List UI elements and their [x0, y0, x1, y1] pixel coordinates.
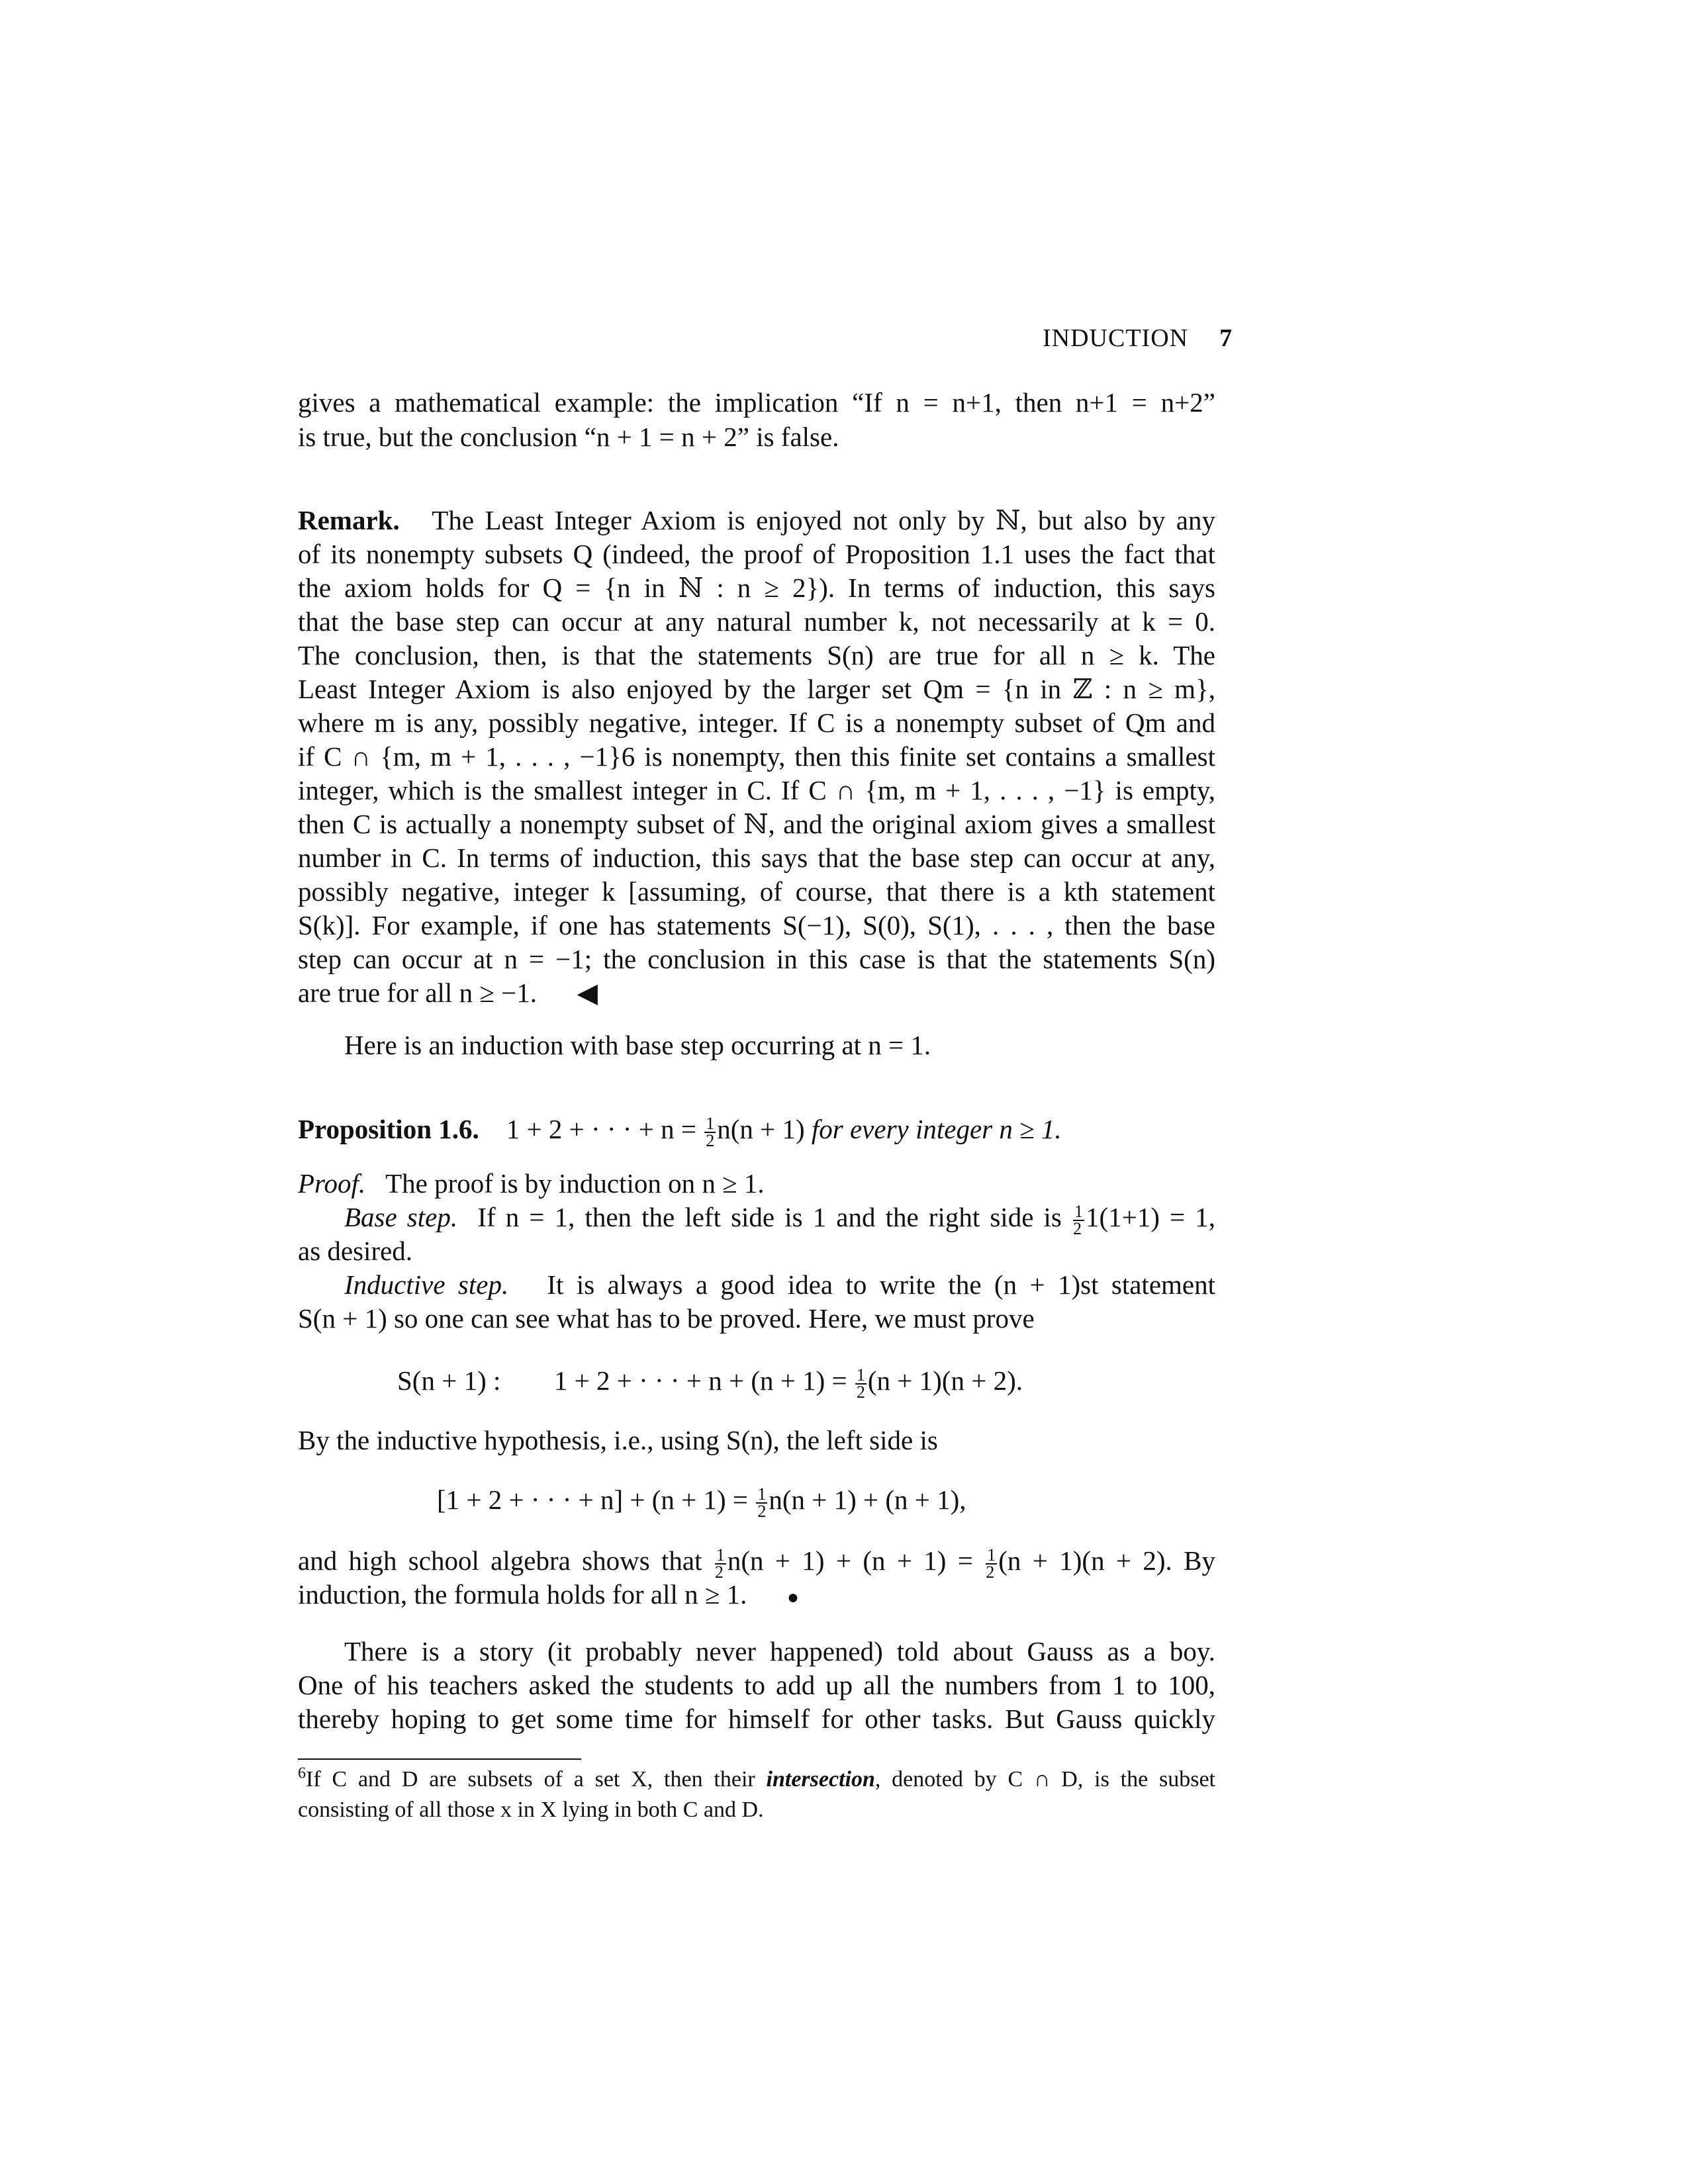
- remark-line-4: that the base step can occur at any natural number k, not necessarily at k = 0.: [298, 606, 1215, 637]
- half-fraction: $\frac{1}{2}$: [757, 1484, 767, 1521]
- hypothesis-line: By the inductive hypothesis, i.e., using S(n), the left side is: [298, 1425, 938, 1455]
- remark-line-5: The conclusion, then, is that the statements S(n) are true for all n ≥ k. The: [298, 640, 1215, 670]
- remark-line-1: [298, 503, 1215, 537]
- inductive-step-line-2: S(n + 1) so one can see what has to be proved. Here, we must prove: [298, 1303, 1035, 1334]
- equation-1-mid: 1 + 2 + · · · + n + (n + 1) =: [553, 1365, 854, 1396]
- proof-label: Proof.: [298, 1168, 366, 1199]
- remark-line-11: number in C. In terms of induction, this says that the base step can occur at any,: [298, 842, 1215, 873]
- equation-1: [397, 1363, 1023, 1400]
- remark-line-7: where m is any, possibly negative, integer. If C is a nonempty subset of Qm and: [298, 707, 1215, 738]
- remark-text-15: are true for all n ≥ −1.: [298, 978, 537, 1008]
- remark-line-9: integer, which is the smallest integer in C. If C ∩ {m, m + 1, . . . , −1} is empty,: [298, 775, 1215, 805]
- half-fraction: $\frac{1}{2}$: [986, 1545, 996, 1582]
- intro-line: Here is an induction with base step occurring at n = 1.: [344, 1030, 931, 1060]
- proposition-label: Proposition 1.6.: [298, 1114, 479, 1144]
- base-step-line: [344, 1200, 1215, 1237]
- running-title: INDUCTION: [1043, 324, 1189, 352]
- conclusion-line: [298, 1577, 799, 1615]
- qed-bullet-icon: ●: [786, 1586, 800, 1608]
- remark-label: Remark.: [298, 505, 400, 535]
- half-fraction: $\frac{1}{2}$: [706, 1113, 715, 1150]
- half-fraction: $\frac{1}{2}$: [714, 1545, 725, 1582]
- inductive-step-text: It is always a good idea to write the (n + 1)st statement: [547, 1269, 1215, 1300]
- proof-line-1: [298, 1166, 765, 1201]
- equation-2: [437, 1482, 966, 1520]
- page-number: 7: [1219, 324, 1233, 352]
- remark-text-1: The Least Integer Axiom is enjoyed not only by ℕ, but also by any: [432, 505, 1215, 535]
- proposition-rhs: n(n + 1): [717, 1114, 805, 1144]
- proposition-tail: for every integer n ≥ 1.: [804, 1114, 1062, 1144]
- remark-line-8: if C ∩ {m, m + 1, . . . , −1}6 is nonempty, then this finite set contains a smallest: [298, 741, 1215, 772]
- proposition-1-6: [298, 1112, 1062, 1149]
- proposition-lhs: 1 + 2 + · · · + n =: [506, 1114, 704, 1144]
- equation-1-rhs: (n + 1)(n + 2).: [867, 1365, 1023, 1396]
- remark-end-mark-icon: ◀: [577, 978, 598, 1008]
- remark-line-6: Least Integer Axiom is also enjoyed by the larger set Qm = {n in ℤ : n ≥ m},: [298, 674, 1215, 704]
- half-fraction: $\frac{1}{2}$: [1072, 1201, 1083, 1238]
- remark-line-14: step can occur at n = −1; the conclusion in this case is that the statements S(n): [298, 944, 1215, 974]
- footnote-text-a: If C and D are subsets of a set X, then their: [306, 1767, 767, 1792]
- inductive-step-label: Inductive step.: [344, 1269, 509, 1300]
- half-fraction: $\frac{1}{2}$: [856, 1365, 865, 1402]
- remark-line-12: possibly negative, integer k [assuming, of course, that there is a kth statement: [298, 876, 1215, 907]
- algebra-text-a: and high school algebra shows that: [298, 1545, 714, 1576]
- gauss-line-3: thereby hoping to get some time for himself for other tasks. But Gauss quickly: [298, 1704, 1215, 1734]
- footnote-text-b: , denoted by C ∩ D, is the subset: [874, 1767, 1215, 1792]
- remark-line-2: of its nonempty subsets Q (indeed, the proof of Proposition 1.1 uses the fact that: [298, 539, 1215, 569]
- base-step-label: Base step.: [344, 1202, 458, 1232]
- algebra-text-b: n(n + 1) + (n + 1) =: [727, 1545, 985, 1576]
- running-header: [1043, 321, 1233, 355]
- equation-2-lhs: [1 + 2 + · · · + n] + (n + 1) =: [437, 1484, 755, 1515]
- footnote-marker: 6: [298, 1764, 306, 1782]
- algebra-text-c: (n + 1)(n + 2). By: [998, 1545, 1215, 1576]
- footnote-term: intersection: [766, 1767, 875, 1792]
- paragraph-1-line-1: gives a mathematical example: the implication “If n = n+1, then n+1 = n+2”: [298, 387, 1215, 418]
- base-step-tail: 1(1+1) = 1,: [1085, 1202, 1215, 1232]
- remark-line-3: the axiom holds for Q = {n in ℕ : n ≥ 2}). In terms of induction, this says: [298, 572, 1215, 603]
- base-step-text: If n = 1, then the left side is 1 and the right side is: [477, 1202, 1072, 1232]
- proof-intro: The proof is by induction on n ≥ 1.: [385, 1168, 765, 1199]
- footnote-rule: [298, 1758, 581, 1760]
- paragraph-1-line-2: is true, but the conclusion “n + 1 = n + 2” is false.: [298, 422, 839, 452]
- equation-1-lhs: S(n + 1) :: [397, 1365, 501, 1396]
- remark-line-10: then C is actually a nonempty subset of ℕ, and the original axiom gives a smallest: [298, 809, 1215, 839]
- conclusion-text: induction, the formula holds for all n ≥ 1.: [298, 1579, 747, 1610]
- inductive-step-line: [344, 1267, 1215, 1302]
- footnote-line-1: [298, 1764, 1215, 1795]
- remark-line-13: S(k)]. For example, if one has statements S(−1), S(0), S(1), . . . , then the base: [298, 910, 1215, 940]
- algebra-line: [298, 1543, 1215, 1580]
- equation-2-rhs: n(n + 1) + (n + 1),: [769, 1484, 966, 1515]
- remark-line-15: [298, 976, 598, 1010]
- footnote-line-2: consisting of all those x in X lying in both C and D.: [298, 1797, 764, 1822]
- gauss-line-1: There is a story (it probably never happened) told about Gauss as a boy.: [344, 1636, 1215, 1666]
- base-step-line-2: as desired.: [298, 1236, 413, 1266]
- gauss-line-2: One of his teachers asked the students to add up all the numbers from 1 to 100,: [298, 1670, 1215, 1700]
